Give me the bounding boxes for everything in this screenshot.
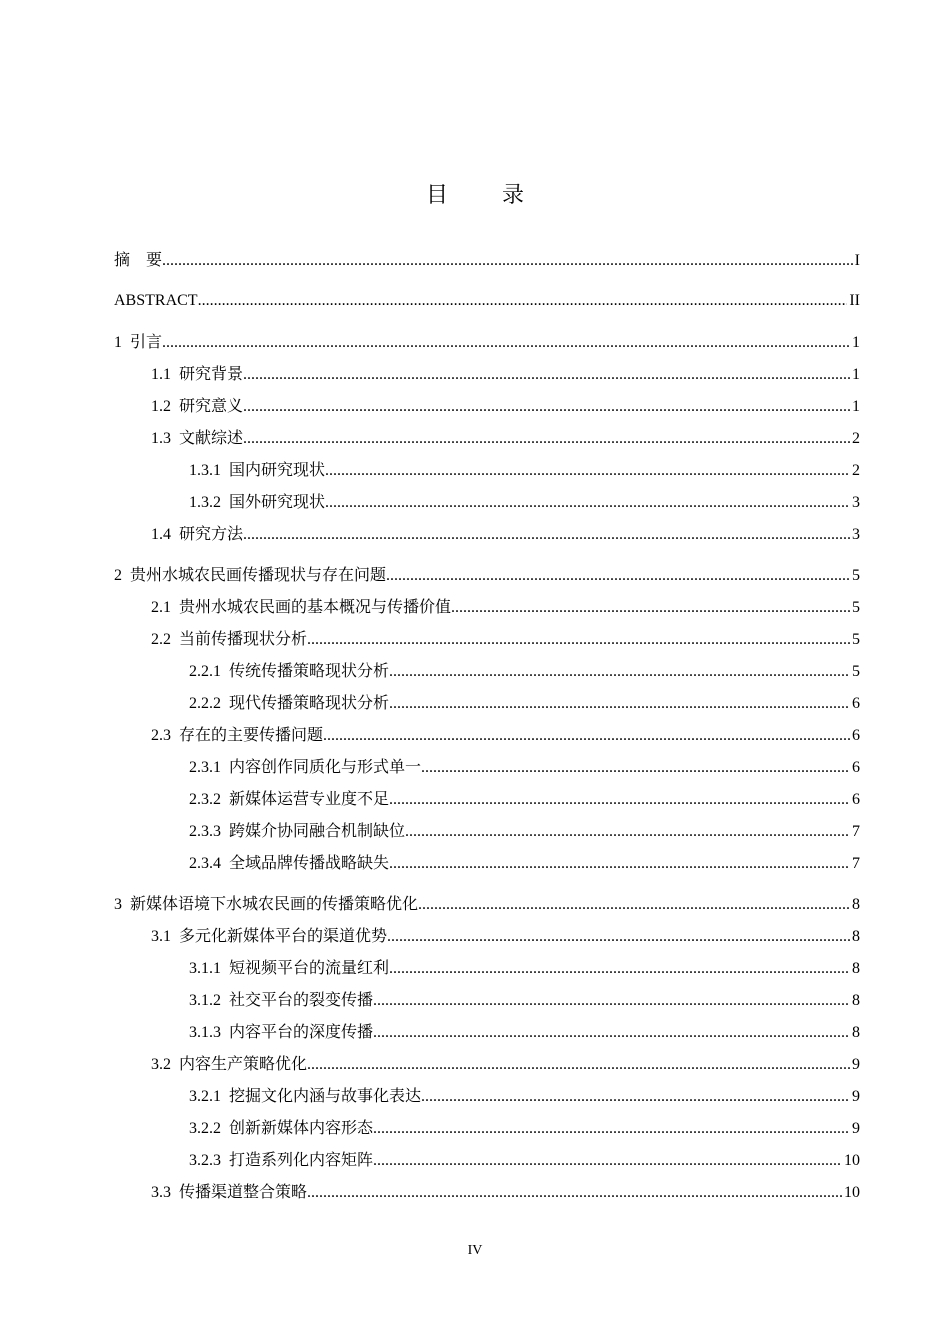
dot-leader <box>373 1017 850 1049</box>
toc-page-number: 7 <box>852 855 860 872</box>
toc-subsection-3-2-1[interactable] <box>114 1080 860 1112</box>
toc-entry-text: 存在的主要传播问题 <box>179 725 324 744</box>
toc-entry-number: 1.1 <box>151 366 179 383</box>
toc-subsection-1-3-1[interactable] <box>114 454 860 486</box>
dot-leader <box>387 921 850 953</box>
toc-subsection-2-2-2[interactable] <box>114 687 860 719</box>
toc-page-number: 8 <box>852 992 860 1009</box>
toc-entry-number: 2.3.2 <box>189 791 229 808</box>
toc-title: 目 录 <box>425 183 540 208</box>
toc-subsection-3-1-1[interactable] <box>114 952 860 984</box>
toc-page-number: 8 <box>852 928 860 945</box>
toc-subsection-2-3-1[interactable] <box>114 751 860 783</box>
toc-entry-number: 1 <box>114 334 130 351</box>
dot-leader <box>325 455 850 487</box>
toc-chapter-3[interactable] <box>114 888 860 920</box>
toc-entry-number: 3.2.3 <box>189 1152 229 1169</box>
dot-leader <box>386 560 850 592</box>
toc-section-3-2[interactable] <box>114 1048 860 1080</box>
toc-entry-text: 贵州水城农民画的基本概况与传播价值 <box>179 597 452 616</box>
dot-leader <box>162 245 853 277</box>
toc-entry-text: 内容创作同质化与形式单一 <box>229 757 422 776</box>
toc-page-number: II <box>849 292 860 309</box>
toc-page-number: 10 <box>844 1152 860 1169</box>
toc-entry-number: 2.1 <box>151 599 179 616</box>
toc-subsection-2-3-2[interactable] <box>114 783 860 815</box>
dot-leader <box>451 592 850 624</box>
toc-entry-text: 全域品牌传播战略缺失 <box>229 853 390 872</box>
toc-section-3-1[interactable] <box>114 920 860 952</box>
toc-entry-text: ABSTRACT <box>114 292 198 309</box>
toc-entry-number: 3.1.1 <box>189 960 229 977</box>
toc-page-number: 8 <box>852 1024 860 1041</box>
toc-entry-number: 1.4 <box>151 526 179 543</box>
toc-entry-number: 1.3.1 <box>189 462 229 479</box>
toc-subsection-2-3-4[interactable] <box>114 847 860 879</box>
toc-entry-number: 3.1 <box>151 928 179 945</box>
toc-entry-number: 2.3.4 <box>189 855 229 872</box>
toc-section-1-2[interactable] <box>114 390 860 422</box>
dot-leader <box>243 359 850 391</box>
toc-entry-number: 3.2.1 <box>189 1088 229 1105</box>
toc-entry-number: 3 <box>114 896 130 913</box>
toc-subsection-3-2-3[interactable] <box>114 1144 860 1176</box>
toc-section-2-1[interactable] <box>114 591 860 623</box>
dot-leader <box>307 1049 850 1081</box>
dot-leader <box>389 656 850 688</box>
dot-leader <box>325 487 850 519</box>
toc-page-number: 3 <box>852 526 860 543</box>
toc-entry-text: 摘 要 <box>114 250 163 269</box>
toc-section-2-3[interactable] <box>114 719 860 751</box>
toc-entry-number: 1.3.2 <box>189 494 229 511</box>
toc-entry-text: 传统传播策略现状分析 <box>229 661 390 680</box>
dot-leader <box>198 285 848 317</box>
toc-entry-text: 创新新媒体内容形态 <box>229 1118 374 1137</box>
dot-leader <box>323 720 850 752</box>
toc-entry-text: 文献综述 <box>179 428 244 447</box>
dot-leader <box>243 423 850 455</box>
toc-page-number: 1 <box>852 366 860 383</box>
toc-entry-text: 多元化新媒体平台的渠道优势 <box>179 926 388 945</box>
toc-entry-number: 2.3.1 <box>189 759 229 776</box>
dot-leader <box>373 985 850 1017</box>
toc-entry-text: 当前传播现状分析 <box>179 629 308 648</box>
toc-subsection-2-2-1[interactable] <box>114 655 860 687</box>
toc-page-number: 9 <box>852 1056 860 1073</box>
toc-entry-number: 3.2.2 <box>189 1120 229 1137</box>
toc-section-1-3[interactable] <box>114 422 860 454</box>
dot-leader <box>373 1113 850 1145</box>
toc-page-number: 5 <box>852 567 860 584</box>
toc-entry-text: 现代传播策略现状分析 <box>229 693 390 712</box>
toc-entry-number: 1.2 <box>151 398 179 415</box>
toc-page-number: 5 <box>852 663 860 680</box>
toc-page-number: 8 <box>852 960 860 977</box>
toc-page-number: 1 <box>852 334 860 351</box>
toc-entry-text: 研究背景 <box>179 364 244 383</box>
toc-entry-text: 社交平台的裂变传播 <box>229 990 374 1009</box>
toc-page-number: 7 <box>852 823 860 840</box>
toc-entry-text: 内容生产策略优化 <box>179 1054 308 1073</box>
toc-section-2-2[interactable] <box>114 623 860 655</box>
toc-page-number: 5 <box>852 631 860 648</box>
toc-entry-text: 研究方法 <box>179 524 244 543</box>
toc-entry-text: 研究意义 <box>179 396 244 415</box>
toc-page-number: 5 <box>852 599 860 616</box>
toc-subsection-2-3-3[interactable] <box>114 815 860 847</box>
toc-entry-number: 2.3.3 <box>189 823 229 840</box>
toc-entry-number: 2.3 <box>151 727 179 744</box>
toc-entry-number: 2.2.1 <box>189 663 229 680</box>
toc-entry-abstract-en[interactable] <box>114 285 860 317</box>
toc-entry-text: 国外研究现状 <box>229 492 326 511</box>
toc-page-number: 2 <box>852 430 860 447</box>
toc-section-1-1[interactable] <box>114 358 860 390</box>
toc-page-number: 6 <box>852 791 860 808</box>
dot-leader <box>421 752 850 784</box>
toc-chapter-2[interactable] <box>114 559 860 591</box>
dot-leader <box>389 848 850 880</box>
toc-subsection-3-1-3[interactable] <box>114 1016 860 1048</box>
toc-entry-number: 3.2 <box>151 1056 179 1073</box>
dot-leader <box>373 1145 842 1177</box>
page-number-footer: IV <box>467 1243 483 1258</box>
toc-subsection-3-2-2[interactable] <box>114 1112 860 1144</box>
dot-leader <box>389 953 850 985</box>
toc-entry-text: 传播渠道整合策略 <box>179 1182 308 1201</box>
toc-entry-text: 内容平台的深度传播 <box>229 1022 374 1041</box>
toc-page-number: 1 <box>852 398 860 415</box>
toc-entry-abstract-cn[interactable] <box>114 244 860 276</box>
toc-section-3-3[interactable] <box>114 1176 860 1208</box>
toc-page-number: 9 <box>852 1120 860 1137</box>
toc-entry-text: 短视频平台的流量红利 <box>229 958 390 977</box>
toc-entry-number: 2 <box>114 567 130 584</box>
dot-leader <box>243 391 850 423</box>
toc-page-number: 9 <box>852 1088 860 1105</box>
toc-page-number: 3 <box>852 494 860 511</box>
toc-entry-text: 新媒体运营专业度不足 <box>229 789 390 808</box>
toc-subsection-3-1-2[interactable] <box>114 984 860 1016</box>
toc-entry-text: 新媒体语境下水城农民画的传播策略优化 <box>130 894 419 913</box>
toc-entry-number: 3.1.3 <box>189 1024 229 1041</box>
toc-entry-text: 挖掘文化内涵与故事化表达 <box>229 1086 422 1105</box>
dot-leader <box>243 519 850 551</box>
dot-leader <box>307 1177 842 1209</box>
toc-page-number: 6 <box>852 727 860 744</box>
table-of-contents <box>114 244 860 1208</box>
toc-chapter-1[interactable] <box>114 326 860 358</box>
toc-entry-text: 跨媒介协同融合机制缺位 <box>229 821 406 840</box>
toc-entry-number: 1.3 <box>151 430 179 447</box>
toc-entry-text: 国内研究现状 <box>229 460 326 479</box>
toc-subsection-1-3-2[interactable] <box>114 486 860 518</box>
toc-page-number: 2 <box>852 462 860 479</box>
dot-leader <box>307 624 850 656</box>
toc-entry-number: 2.2 <box>151 631 179 648</box>
dot-leader <box>421 1081 850 1113</box>
toc-entry-number: 3.1.2 <box>189 992 229 1009</box>
dot-leader <box>418 889 850 921</box>
toc-page-number: 10 <box>844 1184 860 1201</box>
toc-page-number: 6 <box>852 695 860 712</box>
dot-leader <box>389 688 850 720</box>
dot-leader <box>162 327 850 359</box>
toc-entry-number: 3.3 <box>151 1184 179 1201</box>
toc-entry-text: 贵州水城农民画传播现状与存在问题 <box>130 565 387 584</box>
toc-page-number: I <box>854 252 860 269</box>
toc-page-number: 6 <box>852 759 860 776</box>
toc-entry-number: 2.2.2 <box>189 695 229 712</box>
toc-page-number: 8 <box>852 896 860 913</box>
toc-section-1-4[interactable] <box>114 518 860 550</box>
dot-leader <box>389 784 850 816</box>
toc-entry-text: 引言 <box>130 332 163 351</box>
dot-leader <box>405 816 850 848</box>
toc-entry-text: 打造系列化内容矩阵 <box>229 1150 374 1169</box>
